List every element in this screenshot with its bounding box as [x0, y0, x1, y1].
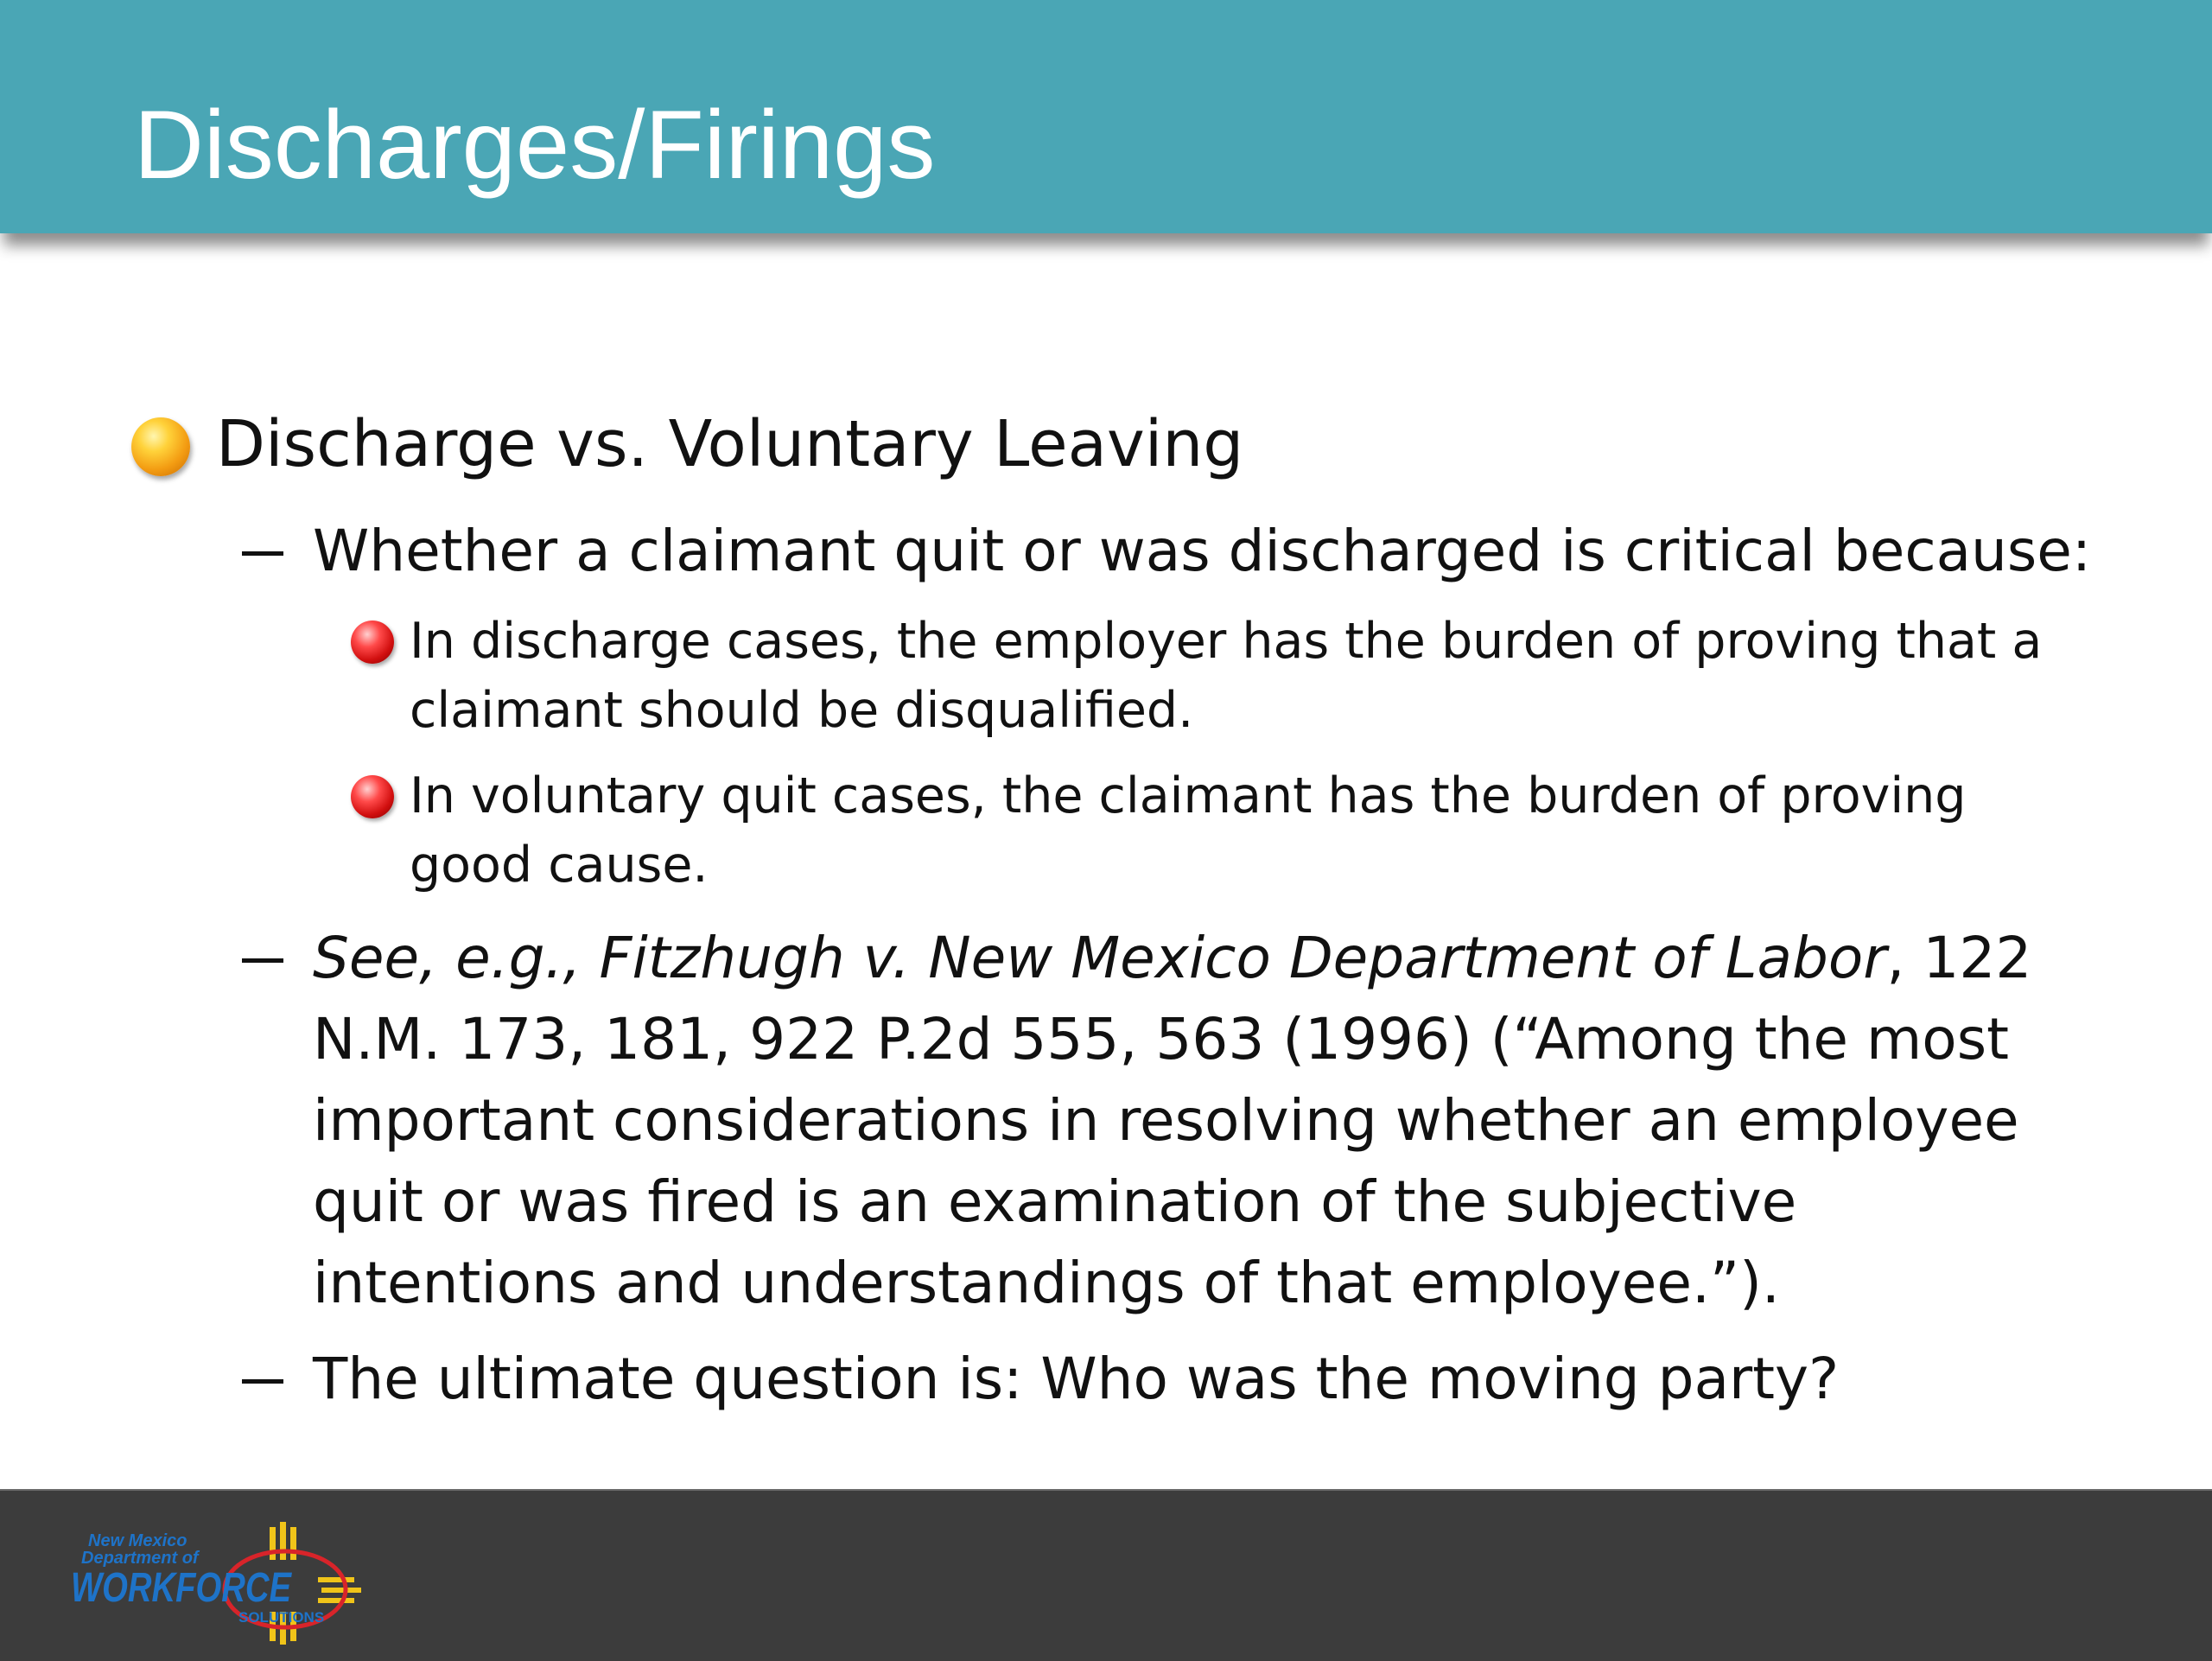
dash-bullet-icon: [242, 958, 283, 963]
logo-line-3: WORKFORCE: [71, 1565, 293, 1611]
title-bar: [0, 0, 2212, 233]
voluntary-quit-burden-text: In voluntary quit cases, the claimant has the burden of proving good cause.: [410, 767, 1967, 894]
case-citation-paragraph: [313, 918, 2084, 1324]
main-bullet-text: Discharge vs. Voluntary Leaving: [216, 407, 1244, 481]
logo-line-1: New Mexico: [88, 1531, 188, 1550]
slide-content: [0, 242, 2212, 1486]
discharge-burden-text: In discharge cases, the employer has the burden of proving that a claimant should be disqualified.: [410, 613, 2043, 739]
dash-bullet-icon: [242, 551, 283, 556]
slide-title: Discharges/Firings: [134, 91, 936, 199]
logo-line-4: SOLUTIONS: [238, 1609, 325, 1626]
sub-bullet-critical: Whether a claimant quit or was discharged is critical because:: [313, 518, 2092, 584]
workforce-solutions-logo: [69, 1515, 372, 1645]
orange-bullet-icon: [131, 417, 190, 476]
dash-bullet-icon: [242, 1379, 283, 1384]
case-citation-italic: See, e.g., Fitzhugh v. New Mexico Department of Labor: [313, 925, 1887, 991]
logo-line-2: Department of: [81, 1549, 199, 1568]
red-bullet-icon: [351, 775, 394, 818]
red-bullet-icon: [351, 620, 394, 664]
sub-bullet-moving-party: The ultimate question is: Who was the moving party?: [313, 1346, 1840, 1412]
footer-bar: [0, 1489, 2212, 1661]
case-citation-text: , 122 N.M. 173, 181, 922 P.2d 555, 563 (1996) (“Among the most important considerations in resolving whether an employee quit or was fired is an examination of the subjective intentions and understandings of that employee.”).: [313, 925, 2032, 1316]
